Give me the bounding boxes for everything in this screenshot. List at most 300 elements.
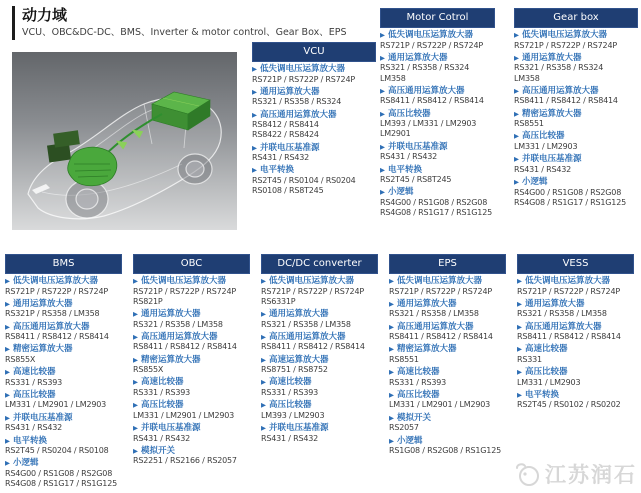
triangle-bullet-icon: ▶ bbox=[380, 86, 385, 95]
triangle-bullet-icon: ▶ bbox=[252, 65, 257, 73]
category-label: 高速比较器 bbox=[141, 377, 184, 388]
triangle-bullet-icon: ▶ bbox=[389, 413, 394, 422]
part-group bbox=[261, 309, 378, 330]
category-label: 低失调电压运算放大器 bbox=[525, 276, 611, 286]
part-numbers-line: RS321 / RS358 / LM358 bbox=[133, 319, 223, 329]
category-label: 通用运算放大器 bbox=[269, 309, 329, 320]
category-row bbox=[5, 390, 122, 401]
triangle-bullet-icon: ▶ bbox=[514, 109, 519, 118]
triangle-bullet-icon: ▶ bbox=[252, 87, 257, 96]
category-row bbox=[517, 390, 634, 401]
triangle-bullet-icon: ▶ bbox=[261, 355, 266, 364]
category-row bbox=[517, 367, 634, 378]
category-row bbox=[389, 322, 506, 333]
page-title: 动力域 bbox=[22, 6, 68, 24]
part-numbers-line: RS8411 / RS8412 / RS8414 bbox=[514, 96, 618, 106]
part-numbers-line: RS8411 / RS8412 / RS8414 bbox=[5, 332, 109, 342]
part-numbers-line: RS855X bbox=[133, 365, 164, 375]
category-row bbox=[133, 355, 250, 366]
triangle-bullet-icon: ▶ bbox=[389, 277, 394, 285]
category-label: 高压通用运算放大器 bbox=[260, 109, 337, 120]
category-label: 并联电压基准源 bbox=[13, 412, 73, 423]
part-group bbox=[5, 458, 122, 489]
part-numbers-line: RS721P / RS722P / RS724P bbox=[252, 74, 355, 84]
part-group bbox=[252, 143, 376, 164]
part-group bbox=[133, 332, 250, 353]
triangle-bullet-icon: ▶ bbox=[133, 310, 138, 319]
triangle-bullet-icon: ▶ bbox=[5, 436, 10, 445]
part-numbers-line: RS721P / RS722P / RS724P bbox=[133, 286, 236, 296]
part-numbers-line: RS721P / RS722P / RS724P bbox=[389, 286, 492, 296]
triangle-bullet-icon: ▶ bbox=[517, 368, 522, 377]
part-group bbox=[133, 355, 250, 376]
part-numbers-line: RS4G08 / RS1G17 / RS1G125 bbox=[380, 208, 492, 218]
watermark-text: 江苏润石 bbox=[545, 463, 637, 487]
category-row bbox=[261, 400, 378, 411]
category-label: 通用运算放大器 bbox=[522, 52, 582, 63]
category-label: 低失调电压运算放大器 bbox=[269, 276, 355, 286]
part-group bbox=[389, 299, 506, 320]
part-group bbox=[380, 142, 495, 163]
part-numbers-line: RS721P / RS722P / RS724P bbox=[514, 40, 617, 50]
column-groups bbox=[389, 276, 506, 456]
part-numbers-line: RS331 bbox=[517, 354, 542, 364]
part-group bbox=[261, 377, 378, 398]
category-row bbox=[380, 53, 495, 64]
category-row bbox=[133, 276, 250, 287]
triangle-bullet-icon: ▶ bbox=[261, 378, 266, 387]
triangle-bullet-icon: ▶ bbox=[380, 109, 385, 118]
part-numbers-line: RS8411 / RS8412 / RS8414 bbox=[389, 332, 493, 342]
part-group bbox=[380, 53, 495, 84]
part-group bbox=[517, 276, 634, 297]
category-row bbox=[261, 355, 378, 366]
part-numbers-line: LM358 bbox=[514, 73, 540, 83]
part-group bbox=[133, 400, 250, 421]
category-row bbox=[252, 143, 376, 154]
part-group bbox=[5, 436, 122, 457]
part-numbers-line: RS8422 / RS8424 bbox=[252, 130, 319, 140]
triangle-bullet-icon: ▶ bbox=[517, 322, 522, 331]
category-row bbox=[389, 390, 506, 401]
part-group bbox=[252, 110, 376, 141]
part-group bbox=[133, 309, 250, 330]
triangle-bullet-icon: ▶ bbox=[514, 155, 519, 164]
part-group bbox=[514, 109, 638, 130]
category-row bbox=[133, 400, 250, 411]
part-numbers-line: LM331 / LM2903 bbox=[514, 141, 578, 151]
category-label: 电平转换 bbox=[260, 165, 295, 176]
triangle-bullet-icon: ▶ bbox=[514, 86, 519, 95]
part-group bbox=[5, 413, 122, 434]
column-obc bbox=[133, 254, 250, 467]
part-group bbox=[514, 86, 638, 107]
category-row bbox=[380, 86, 495, 97]
triangle-bullet-icon: ▶ bbox=[514, 132, 519, 141]
part-numbers-line: RS331 / RS393 bbox=[261, 387, 318, 397]
category-row bbox=[514, 131, 638, 142]
category-row bbox=[514, 53, 638, 64]
part-numbers-line: RS4G00 / RS1G08 / RS2G08 bbox=[5, 468, 113, 478]
part-numbers-line: RS8411 / RS8412 / RS8414 bbox=[261, 342, 365, 352]
part-group bbox=[261, 400, 378, 421]
category-row bbox=[5, 344, 122, 355]
triangle-bullet-icon: ▶ bbox=[5, 413, 10, 422]
category-row bbox=[5, 299, 122, 310]
category-label: 高压通用运算放大器 bbox=[388, 85, 465, 96]
triangle-bullet-icon: ▶ bbox=[133, 446, 138, 455]
category-label: 高压比较器 bbox=[525, 367, 568, 378]
category-row bbox=[252, 87, 376, 98]
part-numbers-line: RS8411 / RS8412 / RS8414 bbox=[380, 96, 484, 106]
part-group bbox=[133, 276, 250, 307]
category-row bbox=[5, 436, 122, 447]
part-group bbox=[5, 322, 122, 343]
category-label: 通用运算放大器 bbox=[388, 52, 448, 63]
part-group bbox=[517, 344, 634, 365]
part-group bbox=[380, 165, 495, 186]
part-numbers-line: RS721P / RS722P / RS724P bbox=[261, 286, 364, 296]
part-numbers-line: RS331 / RS393 bbox=[133, 387, 190, 397]
category-row bbox=[514, 86, 638, 97]
category-label: 高速比较器 bbox=[397, 367, 440, 378]
part-numbers-line: RS321P / RS358 / LM358 bbox=[5, 309, 100, 319]
column-groups bbox=[514, 30, 638, 208]
part-numbers-line: RS1G08 / RS2G08 / RS1G125 bbox=[389, 446, 501, 456]
category-row bbox=[380, 109, 495, 120]
category-label: 高速运算放大器 bbox=[269, 354, 329, 365]
category-label: 高压通用运算放大器 bbox=[141, 331, 218, 342]
triangle-bullet-icon: ▶ bbox=[517, 345, 522, 354]
part-numbers-line: RS431 / RS432 bbox=[514, 164, 571, 174]
part-numbers-line: RS321 / RS358 / RS324 bbox=[514, 63, 604, 73]
column-dcdc-converter bbox=[261, 254, 378, 444]
category-label: 并联电压基准源 bbox=[141, 423, 201, 434]
category-row bbox=[261, 377, 378, 388]
triangle-bullet-icon: ▶ bbox=[133, 424, 138, 433]
column-eps bbox=[389, 254, 506, 456]
category-label: 精密运算放大器 bbox=[522, 108, 582, 119]
category-row bbox=[261, 276, 378, 287]
category-row bbox=[389, 344, 506, 355]
column-header: BMS bbox=[5, 254, 122, 274]
category-row bbox=[5, 276, 122, 287]
part-numbers-line: RS321 / RS358 / RS324 bbox=[252, 97, 342, 107]
category-label: 高压比较器 bbox=[269, 400, 312, 411]
column-motor-control bbox=[380, 8, 495, 218]
triangle-bullet-icon: ▶ bbox=[5, 459, 10, 468]
title-block bbox=[12, 6, 346, 40]
category-row bbox=[389, 299, 506, 310]
part-numbers-line: RS8412 / RS8414 bbox=[252, 120, 319, 130]
part-group bbox=[5, 276, 122, 297]
category-row bbox=[5, 413, 122, 424]
triangle-bullet-icon: ▶ bbox=[133, 355, 138, 364]
column-gear-box bbox=[514, 8, 638, 208]
part-numbers-line: RS821P bbox=[133, 296, 163, 306]
part-group bbox=[514, 53, 638, 84]
part-group bbox=[389, 413, 506, 434]
triangle-bullet-icon: ▶ bbox=[261, 401, 266, 410]
part-group bbox=[389, 276, 506, 297]
part-numbers-line: RS321 / RS358 / RS324 bbox=[380, 63, 470, 73]
column-header: DC/DC converter bbox=[261, 254, 378, 274]
category-row bbox=[389, 367, 506, 378]
triangle-bullet-icon: ▶ bbox=[517, 277, 522, 285]
category-label: 小逻辑 bbox=[522, 177, 548, 188]
part-group bbox=[261, 355, 378, 376]
part-numbers-line: LM2901 bbox=[380, 129, 411, 139]
triangle-bullet-icon: ▶ bbox=[5, 390, 10, 399]
part-numbers-line: RS855X bbox=[5, 354, 36, 364]
category-row bbox=[133, 423, 250, 434]
part-group bbox=[389, 367, 506, 388]
car-xray-image bbox=[12, 52, 237, 230]
part-group bbox=[252, 87, 376, 108]
category-label: 高速比较器 bbox=[269, 377, 312, 388]
column-groups bbox=[517, 276, 634, 411]
category-label: 高压比较器 bbox=[522, 131, 565, 142]
category-row bbox=[514, 154, 638, 165]
category-row bbox=[261, 309, 378, 320]
part-numbers-line: RS4G08 / RS1G17 / RS1G125 bbox=[5, 479, 117, 489]
category-row bbox=[514, 177, 638, 188]
category-row bbox=[517, 276, 634, 287]
part-group bbox=[517, 390, 634, 411]
part-numbers-line: RS2T45 / RS8T245 bbox=[380, 175, 452, 185]
triangle-bullet-icon: ▶ bbox=[514, 53, 519, 62]
part-numbers-line: LM331 / LM2903 bbox=[517, 377, 581, 387]
part-group bbox=[514, 30, 638, 51]
part-numbers-line: RS2251 / RS2166 / RS2057 bbox=[133, 456, 237, 466]
part-group bbox=[517, 367, 634, 388]
part-numbers-line: RS431 / RS432 bbox=[5, 423, 62, 433]
category-row bbox=[252, 110, 376, 121]
title-accent-bar bbox=[12, 6, 15, 40]
part-group bbox=[380, 109, 495, 140]
triangle-bullet-icon: ▶ bbox=[389, 368, 394, 377]
category-label: 高压比较器 bbox=[397, 389, 440, 400]
part-group bbox=[261, 423, 378, 444]
triangle-bullet-icon: ▶ bbox=[389, 345, 394, 354]
triangle-bullet-icon: ▶ bbox=[514, 178, 519, 187]
category-row bbox=[380, 142, 495, 153]
part-group bbox=[380, 86, 495, 107]
category-row bbox=[380, 187, 495, 198]
part-numbers-line: RS2T45 / RS0204 / RS0108 bbox=[5, 446, 109, 456]
category-label: 高压比较器 bbox=[13, 389, 56, 400]
column-groups bbox=[261, 276, 378, 444]
category-label: 低失调电压运算放大器 bbox=[388, 30, 474, 40]
triangle-bullet-icon: ▶ bbox=[261, 277, 266, 285]
column-groups bbox=[5, 276, 122, 489]
column-header: EPS bbox=[389, 254, 506, 274]
category-label: 精密运算放大器 bbox=[397, 344, 457, 355]
category-label: 高压通用运算放大器 bbox=[13, 321, 90, 332]
triangle-bullet-icon: ▶ bbox=[261, 332, 266, 341]
column-header: Motor Cotrol bbox=[380, 8, 495, 28]
part-group bbox=[380, 187, 495, 218]
category-label: 高压通用运算放大器 bbox=[525, 321, 602, 332]
category-row bbox=[5, 458, 122, 469]
part-numbers-line: RS431 / RS432 bbox=[133, 433, 190, 443]
part-numbers-line: LM358 bbox=[380, 73, 406, 83]
triangle-bullet-icon: ▶ bbox=[133, 332, 138, 341]
category-row bbox=[389, 276, 506, 287]
category-label: 通用运算放大器 bbox=[397, 298, 457, 309]
category-label: 并联电压基准源 bbox=[260, 142, 320, 153]
triangle-bullet-icon: ▶ bbox=[380, 53, 385, 62]
part-group bbox=[514, 154, 638, 175]
part-numbers-line: RS721P / RS722P / RS724P bbox=[5, 286, 108, 296]
watermark bbox=[513, 459, 637, 489]
category-row bbox=[517, 322, 634, 333]
part-numbers-line: RS721P / RS722P / RS724P bbox=[517, 286, 620, 296]
part-group bbox=[5, 299, 122, 320]
category-row bbox=[380, 30, 495, 41]
category-row bbox=[517, 299, 634, 310]
category-label: 高速比较器 bbox=[13, 367, 56, 378]
part-numbers-line: RS331 / RS393 bbox=[5, 377, 62, 387]
category-row bbox=[380, 165, 495, 176]
category-row bbox=[133, 309, 250, 320]
category-label: 通用运算放大器 bbox=[525, 298, 585, 309]
category-label: 低失调电压运算放大器 bbox=[260, 64, 346, 74]
triangle-bullet-icon: ▶ bbox=[5, 299, 10, 308]
part-numbers-line: RS321 / RS358 / LM358 bbox=[389, 309, 479, 319]
part-numbers-line: LM331 / LM2901 / LM2903 bbox=[5, 400, 107, 410]
part-group bbox=[252, 64, 376, 85]
triangle-bullet-icon: ▶ bbox=[514, 31, 519, 39]
part-group bbox=[380, 30, 495, 51]
column-header: VESS bbox=[517, 254, 634, 274]
part-numbers-line: RS721P / RS722P / RS724P bbox=[380, 40, 483, 50]
part-group bbox=[261, 276, 378, 307]
triangle-bullet-icon: ▶ bbox=[261, 310, 266, 319]
column-vess bbox=[517, 254, 634, 411]
part-group bbox=[389, 436, 506, 457]
triangle-bullet-icon: ▶ bbox=[389, 390, 394, 399]
part-group bbox=[517, 299, 634, 320]
category-label: 小逻辑 bbox=[388, 187, 414, 198]
category-label: 小逻辑 bbox=[13, 458, 39, 469]
category-label: 高压比较器 bbox=[141, 400, 184, 411]
column-vcu bbox=[252, 42, 376, 197]
part-group bbox=[133, 423, 250, 444]
category-label: 电平转换 bbox=[13, 435, 48, 446]
column-header: VCU bbox=[252, 42, 376, 62]
part-numbers-line: RS431 / RS432 bbox=[380, 152, 437, 162]
part-numbers-line: RS4G00 / RS1G08 / RS2G08 bbox=[380, 197, 488, 207]
triangle-bullet-icon: ▶ bbox=[133, 401, 138, 410]
part-numbers-line: RS431 / RS432 bbox=[252, 153, 309, 163]
column-header: OBC bbox=[133, 254, 250, 274]
part-numbers-line: RS8751 / RS8752 bbox=[261, 365, 328, 375]
category-label: 高压通用运算放大器 bbox=[397, 321, 474, 332]
part-numbers-line: RS2T45 / RS0104 / RS0204 bbox=[252, 175, 356, 185]
column-groups bbox=[380, 30, 495, 218]
part-group bbox=[133, 377, 250, 398]
part-numbers-line: LM393 / LM2903 bbox=[261, 410, 325, 420]
category-label: 高压通用运算放大器 bbox=[522, 85, 599, 96]
category-row bbox=[514, 109, 638, 120]
category-label: 小逻辑 bbox=[397, 435, 423, 446]
part-numbers-line: RS331 / RS393 bbox=[389, 377, 446, 387]
category-label: 低失调电压运算放大器 bbox=[397, 276, 483, 286]
column-header: Gear box bbox=[514, 8, 638, 28]
runic-logo-icon bbox=[513, 460, 541, 488]
category-label: 电平转换 bbox=[525, 389, 560, 400]
part-numbers-line: RS2T45 / RS0102 / RS0202 bbox=[517, 400, 621, 410]
category-row bbox=[389, 413, 506, 424]
triangle-bullet-icon: ▶ bbox=[380, 188, 385, 197]
category-row bbox=[252, 165, 376, 176]
triangle-bullet-icon: ▶ bbox=[252, 110, 257, 119]
part-numbers-line: RS431 / RS432 bbox=[261, 433, 318, 443]
category-label: 并联电压基准源 bbox=[269, 423, 329, 434]
category-label: 高速比较器 bbox=[525, 344, 568, 355]
column-bms bbox=[5, 254, 122, 489]
category-label: 通用运算放大器 bbox=[141, 309, 201, 320]
category-label: 电平转换 bbox=[388, 164, 423, 175]
column-groups bbox=[133, 276, 250, 467]
triangle-bullet-icon: ▶ bbox=[517, 299, 522, 308]
part-numbers-line: RS6331P bbox=[261, 296, 296, 306]
category-label: 低失调电压运算放大器 bbox=[141, 276, 227, 286]
category-label: 精密运算放大器 bbox=[13, 344, 73, 355]
category-row bbox=[5, 322, 122, 333]
category-label: 模拟开关 bbox=[397, 412, 432, 423]
triangle-bullet-icon: ▶ bbox=[252, 143, 257, 152]
part-numbers-line: RS321 / RS358 / LM358 bbox=[517, 309, 607, 319]
triangle-bullet-icon: ▶ bbox=[380, 142, 385, 151]
triangle-bullet-icon: ▶ bbox=[389, 322, 394, 331]
category-row bbox=[261, 332, 378, 343]
part-numbers-line: LM393 / LM331 / LM2903 bbox=[380, 119, 477, 129]
triangle-bullet-icon: ▶ bbox=[380, 165, 385, 174]
triangle-bullet-icon: ▶ bbox=[133, 277, 138, 285]
category-row bbox=[133, 377, 250, 388]
triangle-bullet-icon: ▶ bbox=[380, 31, 385, 39]
category-row bbox=[514, 30, 638, 41]
category-row bbox=[389, 436, 506, 447]
part-group bbox=[252, 165, 376, 196]
category-row bbox=[5, 367, 122, 378]
part-group bbox=[514, 177, 638, 208]
part-group bbox=[389, 322, 506, 343]
part-numbers-line: LM331 / LM2901 / LM2903 bbox=[389, 400, 491, 410]
part-numbers-line: RS2057 bbox=[389, 423, 419, 433]
category-row bbox=[133, 446, 250, 457]
part-numbers-line: LM331 / LM2901 / LM2903 bbox=[133, 410, 235, 420]
category-row bbox=[261, 423, 378, 434]
category-label: 并联电压基准源 bbox=[522, 154, 582, 165]
triangle-bullet-icon: ▶ bbox=[5, 277, 10, 285]
part-group bbox=[261, 332, 378, 353]
triangle-bullet-icon: ▶ bbox=[261, 424, 266, 433]
category-label: 精密运算放大器 bbox=[141, 354, 201, 365]
part-group bbox=[514, 131, 638, 152]
part-numbers-line: RS8551 bbox=[389, 354, 419, 364]
triangle-bullet-icon: ▶ bbox=[5, 345, 10, 354]
category-label: 低失调电压运算放大器 bbox=[13, 276, 99, 286]
category-label: 低失调电压运算放大器 bbox=[522, 30, 608, 40]
category-label: 并联电压基准源 bbox=[388, 141, 448, 152]
triangle-bullet-icon: ▶ bbox=[5, 368, 10, 377]
category-row bbox=[252, 64, 376, 75]
triangle-bullet-icon: ▶ bbox=[252, 166, 257, 175]
part-group bbox=[5, 344, 122, 365]
